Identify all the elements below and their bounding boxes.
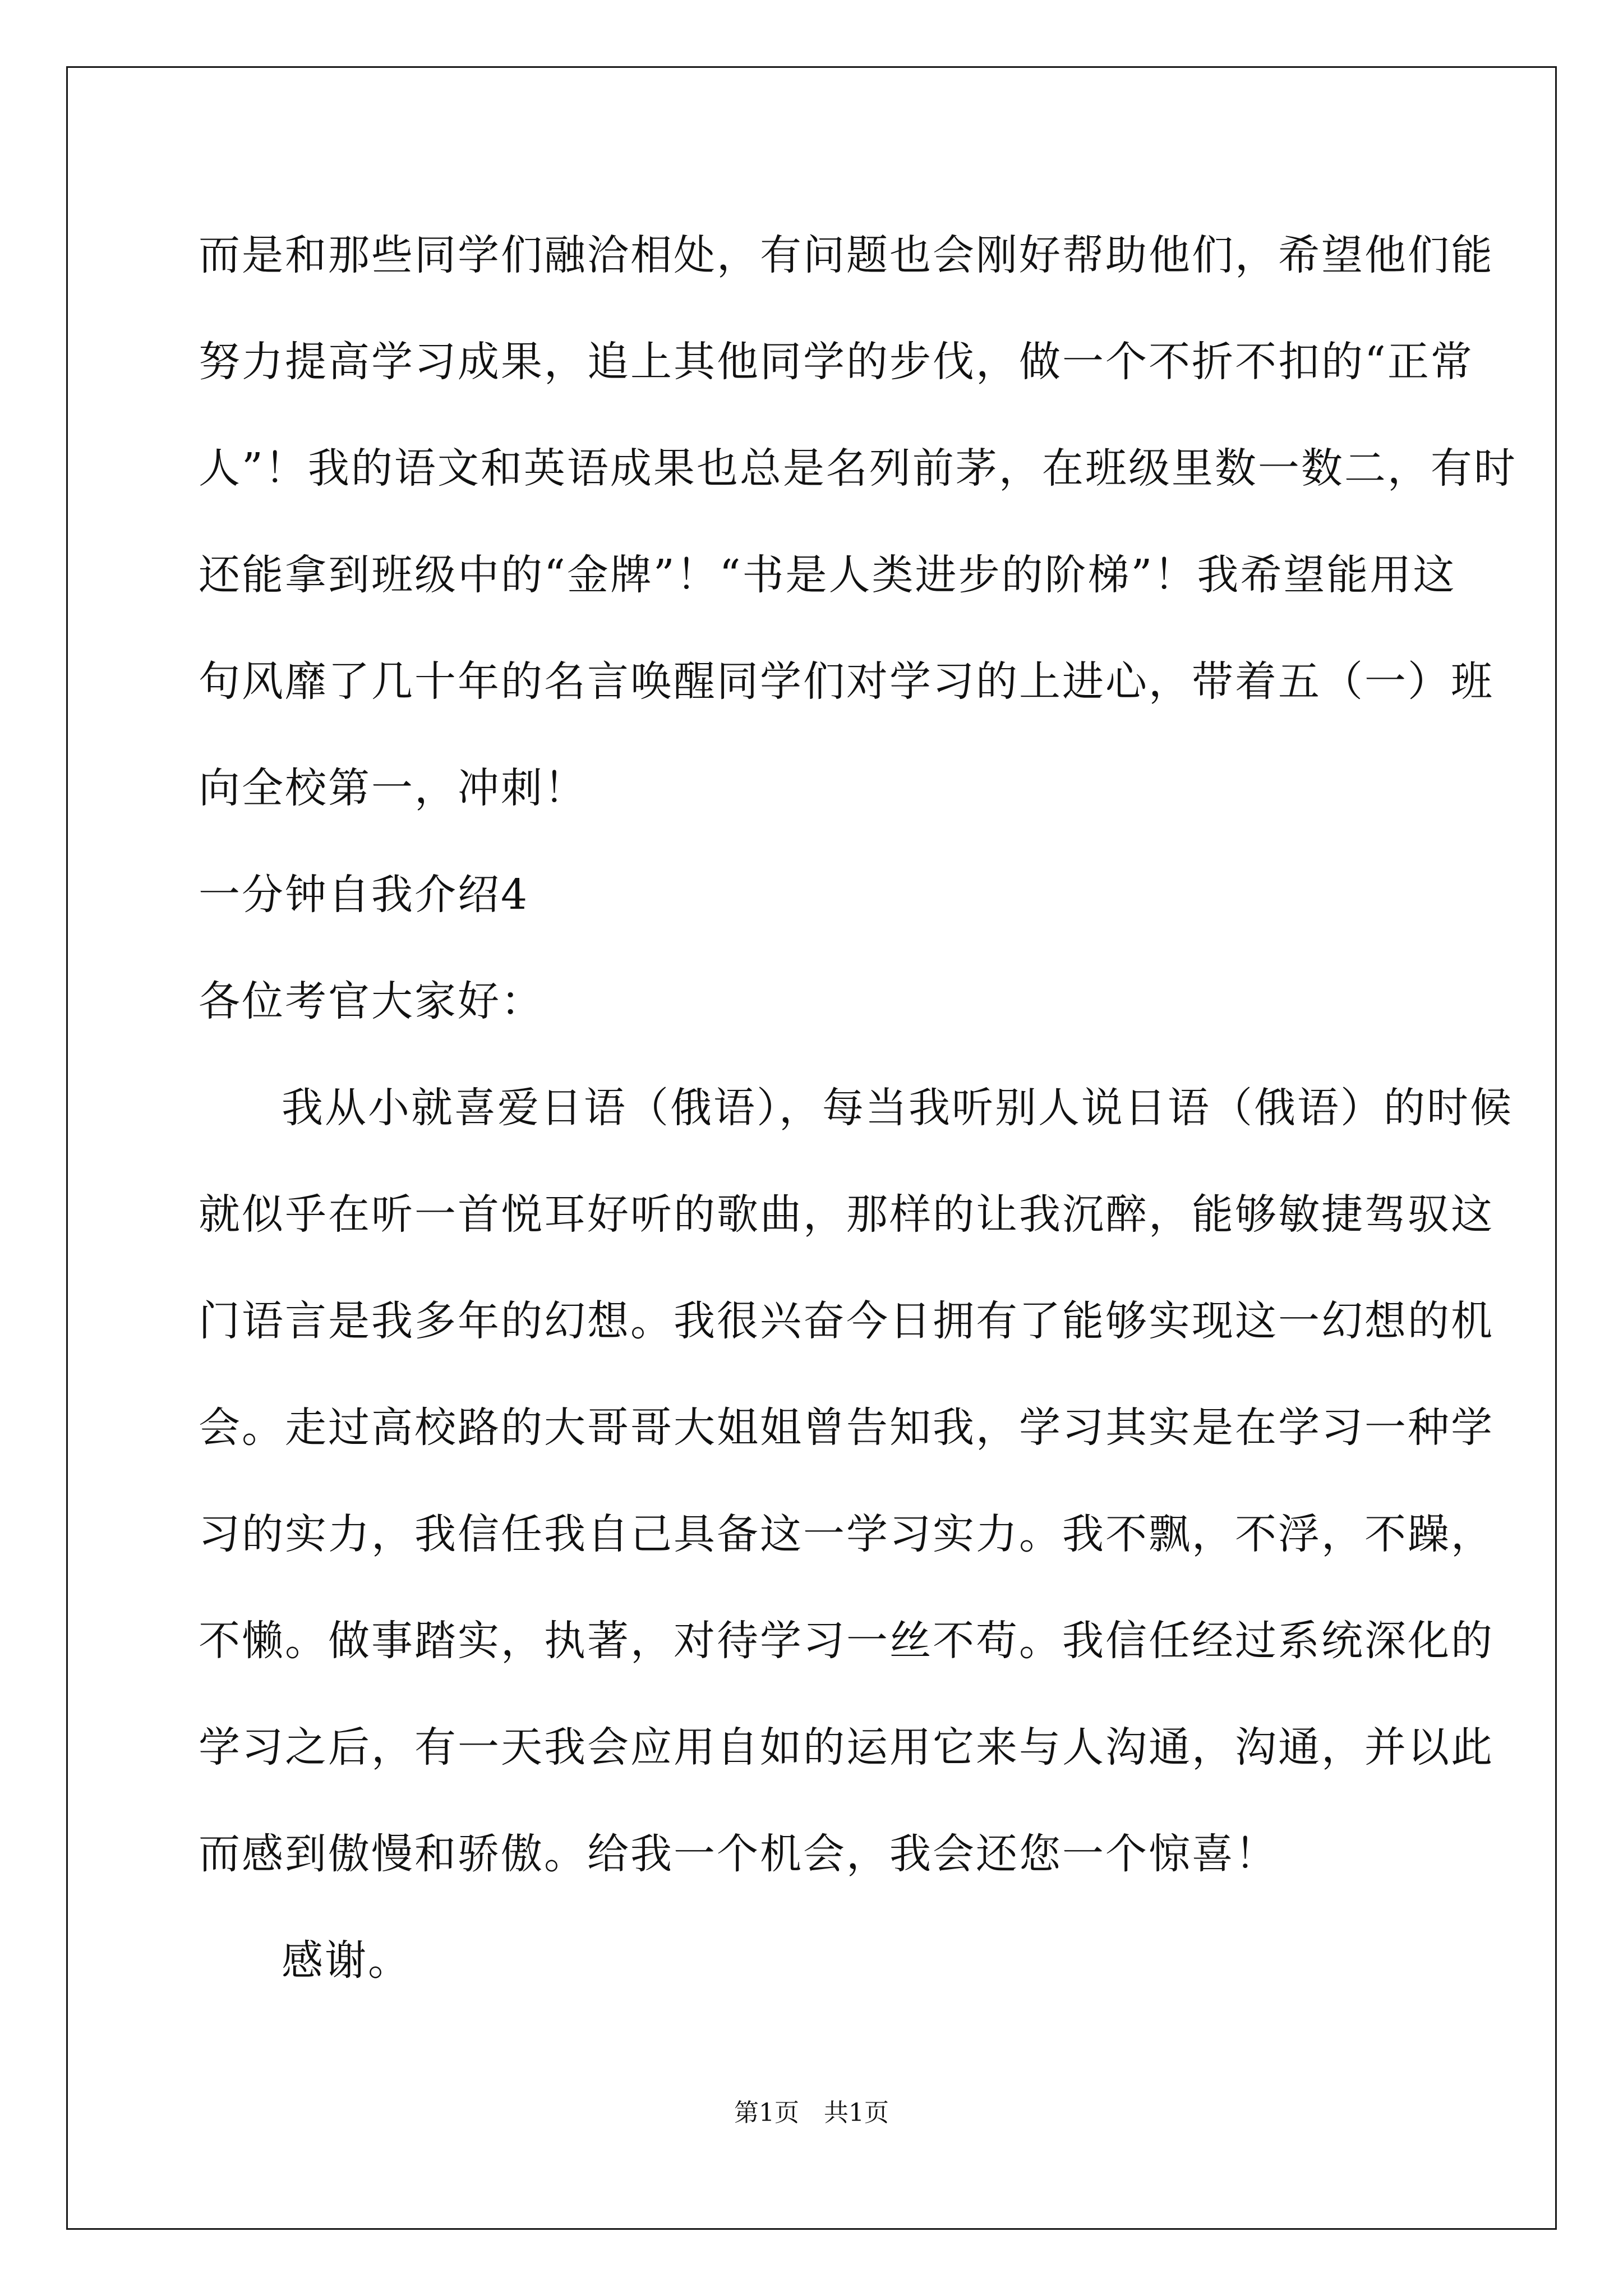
text-line: 而是和那些同学们融洽相处，有问题也会刚好帮助他们，希望他们能	[199, 231, 1494, 279]
page-footer: 第1页 共1页	[734, 2099, 889, 2127]
text-line: 感谢。	[282, 1936, 411, 1985]
text-line: 会。走过高校路的大哥哥大姐姐曾告知我，学习其实是在学习一种学	[199, 1404, 1494, 1452]
text-line: 就似乎在听一首悦耳好听的歌曲，那样的让我沉醉，能够敏捷驾驭这	[199, 1190, 1494, 1239]
text-line: 不懒。做事踏实，执著，对待学习一丝不苟。我信任经过系统深化的	[199, 1617, 1494, 1665]
text-line: 人”！我的语文和英语成果也总是名列前茅，在班级里数一数二，有时	[199, 444, 1517, 493]
text-line: 而感到傲慢和骄傲。给我一个机会，我会还您一个惊喜！	[199, 1830, 1278, 1878]
text-line: 还能拿到班级中的“金牌”！“书是人类进步的阶梯”！我希望能用这	[199, 551, 1456, 599]
text-line: 向全校第一，冲刺！	[199, 764, 587, 812]
text-line: 一分钟自我介绍4	[199, 871, 529, 919]
text-line: 努力提高学习成果，追上其他同学的步伐，做一个不折不扣的“正常	[199, 338, 1474, 386]
text-line: 句风靡了几十年的名言唤醒同学们对学习的上进心，带着五（一）班	[199, 657, 1494, 706]
text-line: 习的实力，我信任我自己具备这一学习实力。我不飘，不浮，不躁，	[199, 1510, 1494, 1558]
text-line: 门语言是我多年的幻想。我很兴奋今日拥有了能够实现这一幻想的机	[199, 1297, 1494, 1345]
text-line: 学习之后，有一天我会应用自如的运用它来与人沟通，沟通，并以此	[199, 1723, 1494, 1772]
text-line: 各位考官大家好：	[199, 977, 544, 1025]
document-body	[199, 202, 1517, 2014]
text-line: 我从小就喜爱日语（俄语），每当我听别人说日语（俄语）的时候	[282, 1084, 1513, 1132]
